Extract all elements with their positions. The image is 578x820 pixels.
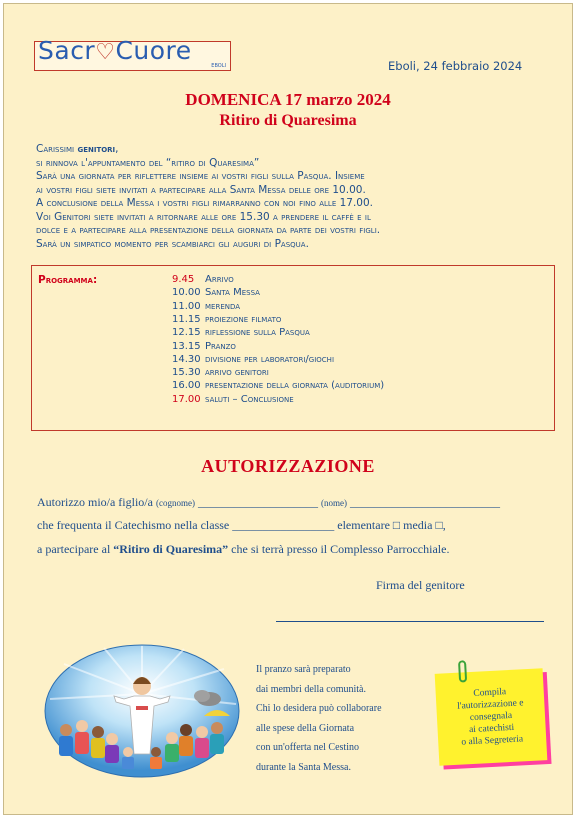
- authorization-line-child: [37, 495, 500, 510]
- sticky-line: ai catechisti: [468, 722, 515, 736]
- sticky-note: [435, 668, 548, 766]
- intro-line: Sarà un simpatico momento per scambiarci gli auguri di Pasqua.: [36, 237, 309, 250]
- greeting-prefix: Carissimi: [36, 143, 78, 155]
- program-time: 14.30: [172, 353, 201, 365]
- program-item: [172, 274, 234, 285]
- sticky-note-text: [436, 684, 547, 750]
- program-activity: presentazione della giornata (auditorium): [205, 380, 385, 392]
- authorization-title: AUTORIZZAZIONE: [201, 456, 375, 476]
- program-time: 11.15: [172, 313, 201, 325]
- sticky-line: Compila: [473, 687, 507, 699]
- program-activity: saluti – Conclusione: [205, 393, 294, 405]
- program-activity: riflessione sulla Pasqua: [205, 327, 310, 339]
- program-item: [172, 287, 260, 298]
- surname-hint: (cognome): [155, 498, 195, 508]
- program-label: Programma:: [38, 274, 98, 286]
- name-hint: (nome): [320, 498, 347, 508]
- program-activity: Pranzo: [205, 340, 236, 352]
- program-box: [31, 265, 555, 431]
- intro-line: si rinnova l'appuntamento del “ritiro di Quaresima”: [36, 156, 260, 169]
- sacro-cuore-logo: [34, 36, 231, 71]
- flyer-page: [3, 3, 573, 815]
- program-activity: proiezione filmato: [205, 313, 282, 325]
- sticky-line: l'autorizzazione e: [456, 698, 524, 712]
- intro-line: Sarà una giornata per riflettere insieme ai vostri figli sulla Pasqua. Insieme: [36, 170, 365, 182]
- program-item: [172, 380, 384, 391]
- form-text: Autorizzo mio/a figlio/a: [37, 495, 156, 509]
- intro-line: dolce e a partecipare alla presentazione della giornata da parte dei vostri figli.: [36, 224, 381, 236]
- intro-line: A conclusione della Messa i vostri figli rimarranno con noi fino alle 17.00.: [36, 197, 373, 209]
- form-text: che frequenta il Catechismo nella classe: [37, 518, 233, 532]
- greeting-bold: genitori: [77, 143, 116, 155]
- signature-line[interactable]: [276, 621, 544, 622]
- program-item: [172, 354, 334, 365]
- event-date-title: DOMENICA 17 marzo 2024: [185, 90, 391, 109]
- program-activity: Arrivo: [205, 274, 234, 285]
- logo-text-b: Cuore: [115, 36, 192, 65]
- program-item: [172, 314, 281, 325]
- note-line: alle spese della Giornata: [256, 722, 355, 734]
- intro-text: [36, 143, 556, 251]
- program-activity: arrivo genitori: [205, 367, 269, 379]
- note-line: durante la Santa Messa.: [256, 761, 351, 773]
- authorization-line-class: [37, 518, 446, 533]
- document-date: Eboli, 24 febbraio 2024: [388, 59, 523, 73]
- surname-field[interactable]: ____________________: [194, 495, 321, 509]
- logo-subtitle: EBOLI: [211, 63, 226, 69]
- name-field[interactable]: _________________________: [346, 495, 500, 509]
- note-line: Il pranzo sarà preparato: [256, 664, 351, 675]
- intro-line: Voi Genitori siete invitati a ritornare alle ore 15.30 a prendere il caffè e il: [36, 210, 371, 223]
- sticky-line: consegnala: [469, 710, 513, 724]
- program-time: 15.30: [172, 367, 201, 379]
- greeting-suffix: ,: [115, 143, 119, 155]
- intro-line: ai vostri figli siete invitati a partecipare alla Santa Messa delle ore 10.00.: [36, 183, 366, 196]
- sticky-line: o alla Segreteria: [461, 734, 524, 748]
- program-activity: Santa Messa: [205, 287, 260, 299]
- program-time: 11.00: [172, 300, 201, 312]
- form-text: che si terrà presso il Complesso Parrocchiale.: [228, 542, 450, 556]
- logo-text-a: Sacr: [38, 36, 96, 65]
- program-activity: merenda: [205, 300, 241, 312]
- signature-label: Firma del genitore: [376, 578, 465, 592]
- greeting-line: [36, 143, 556, 157]
- program-time: 17.00: [172, 393, 201, 405]
- lunch-note: [256, 660, 382, 777]
- note-line: con un'offerta nel Cestino: [256, 742, 359, 753]
- program-item: [172, 394, 294, 405]
- program-item: [172, 341, 236, 352]
- program-time: 16.00: [172, 380, 201, 392]
- program-item: [172, 301, 240, 312]
- program-time: 10.00: [172, 287, 201, 299]
- risen-christ-children-illustration: [44, 644, 240, 778]
- school-level-checkboxes[interactable]: elementare □ media □,: [334, 518, 446, 532]
- program-item: [172, 367, 269, 378]
- heart-cross-icon: ♡: [95, 40, 116, 65]
- note-line: Chi lo desidera può collaborare: [256, 703, 382, 714]
- program-activity: divisione per laboratori/giochi: [205, 353, 335, 365]
- program-time: 12.15: [172, 327, 201, 339]
- program-time: 13.15: [172, 340, 201, 352]
- event-name-title: Ritiro di Quaresima: [219, 112, 357, 129]
- program-time: 9.45: [172, 274, 195, 285]
- note-line: dai membri della comunità.: [256, 683, 366, 695]
- class-field[interactable]: _________________: [232, 518, 335, 532]
- paperclip-icon: [458, 660, 467, 682]
- retreat-name: “Ritiro di Quaresima”: [113, 542, 229, 556]
- authorization-line-participate: [37, 542, 449, 557]
- program-item: [172, 327, 310, 338]
- form-text: a partecipare al: [37, 542, 114, 556]
